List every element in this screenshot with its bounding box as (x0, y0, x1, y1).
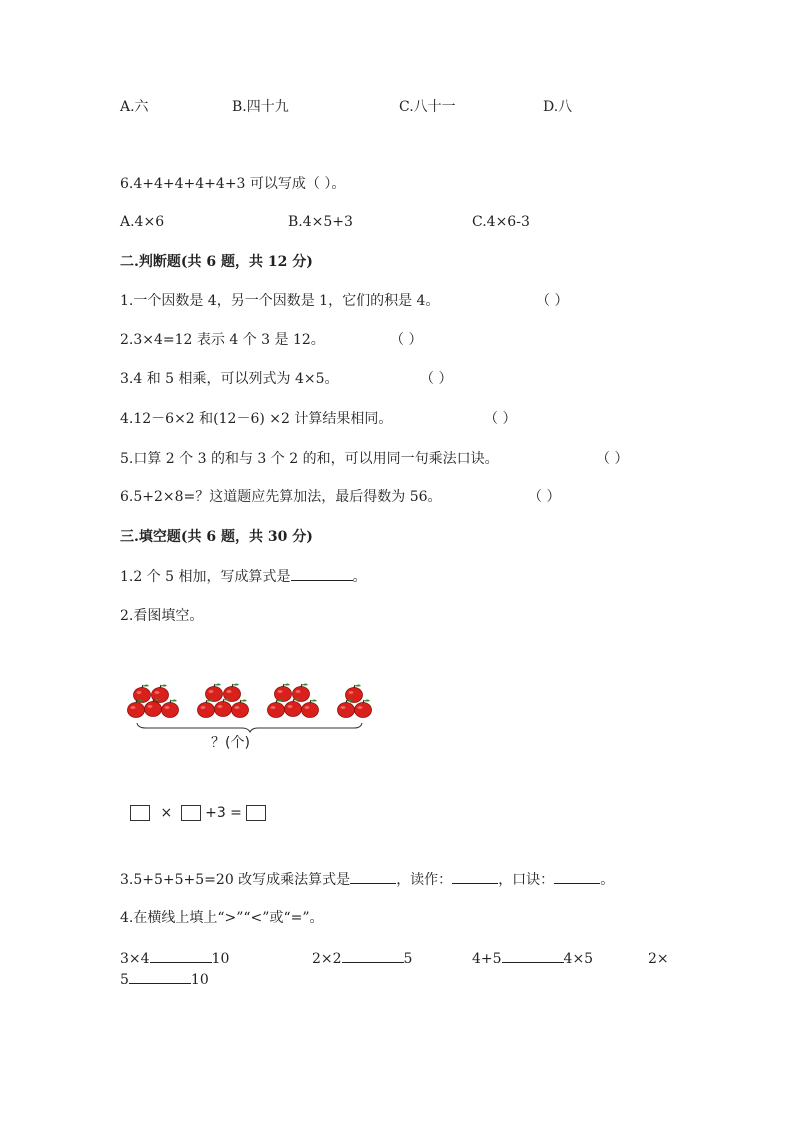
judge-item-answer[interactable]: （ ） (484, 411, 517, 427)
fill-q3-blank-2[interactable] (452, 871, 498, 884)
fill-q3-part1: 3.5+5+5+5=20 改写成乘法算式是 (120, 872, 351, 888)
q5-option-b: B.四十九 (232, 99, 289, 115)
fill-q3 (120, 871, 614, 889)
compare-right: 4×5 (563, 951, 594, 967)
judge-item-answer[interactable]: （ ） (596, 451, 629, 467)
fill-q1 (120, 568, 367, 586)
apple (134, 685, 151, 703)
fill-q1-blank[interactable] (291, 568, 353, 581)
section3-title: 三.填空题(共 6 题，共 30 分) (120, 529, 313, 545)
compare-left: 2× (648, 951, 669, 967)
times-sign: × (160, 805, 173, 821)
fill-q1-text: 1.2 个 5 相加，写成算式是 (120, 569, 291, 585)
q6-option-b: B.4×5+3 (288, 214, 353, 230)
compare-left: 3×4 (120, 951, 150, 967)
apple (268, 700, 285, 718)
fill-q3-blank-1[interactable] (350, 871, 396, 884)
section2-title: 二.判断题(共 6 题，共 12 分) (120, 254, 313, 270)
compare-left: 2×2 (312, 951, 342, 967)
apple (302, 700, 319, 718)
brace (137, 723, 362, 732)
compare-item (312, 950, 412, 968)
compare-right: 10 (211, 951, 230, 967)
judge-item-answer[interactable]: （ ） (390, 332, 423, 348)
compare-blank[interactable] (502, 950, 564, 963)
brace-label: ？(个) (211, 735, 250, 751)
apple-group-4 (338, 685, 372, 718)
q5-option-d: D.八 (543, 99, 573, 115)
apple (346, 685, 363, 703)
compare-left: 4+5 (472, 951, 502, 967)
apple (275, 684, 292, 702)
apple (293, 684, 310, 702)
answer-box-3[interactable] (246, 805, 266, 821)
apples-figure (120, 680, 380, 760)
compare-right: 5 (403, 951, 413, 967)
compare-left: 5 (120, 972, 129, 988)
apple (206, 684, 223, 702)
apple (232, 700, 249, 718)
q6-option-a: A.4×6 (120, 214, 165, 230)
compare-item (472, 950, 593, 968)
apple (224, 684, 241, 702)
fill-q1-end: 。 (352, 569, 367, 585)
fill-q3-blank-3[interactable] (554, 871, 600, 884)
judge-item-text: 2.3×4=12 表示 4 个 3 是 12。 (120, 332, 325, 348)
q5-option-c: C.八十一 (399, 99, 456, 115)
equation (130, 804, 266, 822)
compare-blank[interactable] (342, 950, 404, 963)
judge-item-text: 3.4 和 5 相乘，可以列式为 4×5。 (120, 371, 339, 387)
apple-group-3 (268, 684, 319, 718)
apple (198, 700, 215, 718)
judge-item-answer[interactable]: （ ） (536, 293, 569, 309)
judge-item-answer[interactable]: （ ） (528, 489, 561, 505)
fill-q4-text: 4.在横线上填上“>”“<”或“=”。 (120, 910, 324, 926)
compare-blank[interactable] (150, 950, 212, 963)
judge-item-text: 4.12－6×2 和(12－6) ×2 计算结果相同。 (120, 411, 393, 427)
answer-box-2[interactable] (181, 805, 201, 821)
judge-item-text: 5.口算 2 个 3 的和与 3 个 2 的和，可以用同一句乘法口诀。 (120, 451, 499, 467)
q6-option-c: C.4×6-3 (472, 214, 530, 230)
q5-option-a: A.六 (120, 99, 149, 115)
fill-q3-part2: ，读作： (396, 872, 453, 888)
compare-blank[interactable] (129, 971, 191, 984)
plus-three: +3 = (205, 805, 242, 821)
compare-item (120, 971, 209, 989)
judge-item-answer[interactable]: （ ） (420, 371, 453, 387)
q6-stem: 6.4+4+4+4+4+3 可以写成（ ）。 (120, 176, 346, 192)
fill-q3-part4: 。 (600, 872, 615, 888)
fill-q2-text: 2.看图填空。 (120, 608, 204, 624)
judge-item-text: 1.一个因数是 4，另一个因数是 1，它们的积是 4。 (120, 293, 440, 309)
compare-right: 10 (190, 972, 209, 988)
judge-item-text: 6.5+2×8=？这道题应先算加法，最后得数为 56。 (120, 489, 442, 505)
fill-q3-part3: ，口诀： (498, 872, 555, 888)
compare-item (120, 950, 229, 968)
apple-group-2 (198, 684, 249, 718)
apple (162, 700, 179, 718)
answer-box-1[interactable] (130, 805, 150, 821)
apple-group-1 (128, 685, 179, 718)
